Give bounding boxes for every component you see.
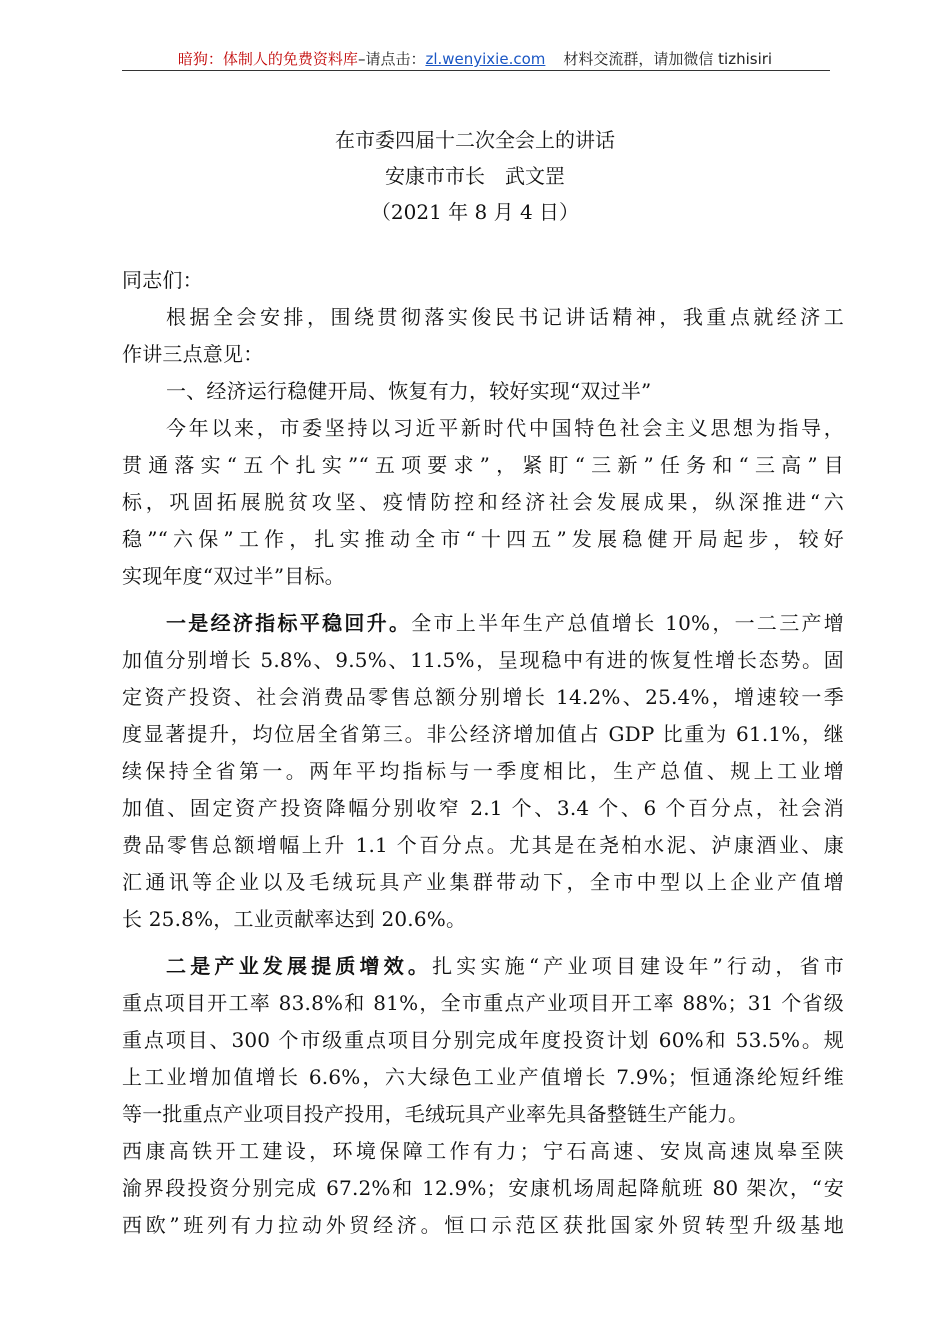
- paragraph-line: 实现年度“双过半”目标。: [122, 564, 345, 588]
- document-title: 在市委四届十二次全会上的讲话: [335, 128, 615, 152]
- paragraph-line: 西欧”班列有力拉动外贸经济。恒口示范区获批国家外贸转型升级基地: [122, 1213, 844, 1237]
- paragraph-line: 续保持全省第一。两年平均指标与一季度相比，生产总值、规上工业增: [122, 759, 844, 783]
- point-two-lead: 二是产业发展提质增效。: [166, 954, 433, 978]
- header-group-note: 材料交流群，请加微信 tizhisiri: [563, 50, 773, 68]
- header-site-name: 暗狗：体制人的免费资料库: [177, 50, 358, 68]
- point-one-text: 全市上半年生产总值增长 10%，一二三产增: [411, 611, 845, 635]
- paragraph-line: 费品零售总额增幅上升 1.1 个百分点。尤其是在尧柏水泥、泸康酒业、康: [122, 833, 844, 857]
- page-header: [0, 48, 950, 70]
- point-two-text: 扎实实施“产业项目建设年”行动，省市: [432, 954, 844, 978]
- paragraph-line: 西康高铁开工建设，环境保障工作有力；宁石高速、安岚高速岚皋至陕: [122, 1139, 844, 1163]
- intro-line: 作讲三点意见：: [122, 342, 264, 366]
- section-heading: 一、经济运行稳健开局、恢复有力，较好实现“双过半”: [166, 379, 652, 403]
- speech-body: [122, 262, 844, 1244]
- speaker-line: 安康市市长 武文罡: [385, 164, 565, 188]
- point-two-first-line: [122, 948, 844, 985]
- paragraph-line: 加值分别增长 5.8%、9.5%、11.5%，呈现稳中有进的恢复性增长态势。固: [122, 648, 844, 672]
- paragraph-line: 标，巩固拓展脱贫攻坚、疫情防控和经济社会发展成果，纵深推进“六: [122, 490, 844, 514]
- paragraph-line: 稳”“六保”工作，扎实推动全市“十四五”发展稳健开局起步，较好: [122, 527, 844, 551]
- date-line: （2021 年 8 月 4 日）: [370, 200, 580, 224]
- point-one-lead: 一是经济指标平稳回升。: [166, 611, 412, 635]
- paragraph-line: 渝界段投资分别完成 67.2%和 12.9%；安康机场周起降航班 80 架次，“安: [122, 1176, 844, 1200]
- paragraph-line: 汇通讯等企业以及毛绒玩具产业集群带动下，全市中型以上企业产值增: [122, 870, 844, 894]
- intro-line: 根据全会安排，围绕贯彻落实俊民书记讲话精神，我重点就经济工: [166, 305, 844, 329]
- paragraph-line: 长 25.8%，工业贡献率达到 20.6%。: [122, 907, 467, 931]
- paragraph-line: 重点项目开工率 83.8%和 81%，全市重点产业项目开工率 88%；31 个省级: [122, 991, 844, 1015]
- paragraph-line: 定资产投资、社会消费品零售总额分别增长 14.2%、25.4%，增速较一季: [122, 685, 844, 709]
- paragraph-line: 加值、固定资产投资降幅分别收窄 2.1 个、3.4 个、6 个百分点，社会消: [122, 796, 844, 820]
- header-prompt: –请点击：: [357, 50, 426, 68]
- paragraph-line: 重点项目、300 个市级重点项目分别完成年度投资计划 60%和 53.5%。规: [122, 1028, 844, 1052]
- header-divider: [122, 70, 830, 71]
- paragraph-line: 贯通落实“五个扎实”“五项要求”，紧盯“三新”任务和“三高”目: [122, 453, 844, 477]
- title-block: [0, 122, 950, 230]
- paragraph-line: 等一批重点产业项目投产投用，毛绒玩具产业率先具备整链生产能力。: [122, 1102, 749, 1126]
- paragraph-line: 上工业增加值增长 6.6%，六大绿色工业产值增长 7.9%；恒通涤纶短纤维: [122, 1065, 844, 1089]
- paragraph-line: 度显著提升，均位居全省第三。非公经济增加值占 GDP 比重为 61.1%，继: [122, 722, 844, 746]
- header-url-link[interactable]: zl.wenyixie.com: [425, 50, 546, 68]
- salutation: 同志们：: [122, 268, 203, 292]
- paragraph-line: 今年以来，市委坚持以习近平新时代中国特色社会主义思想为指导，: [166, 416, 844, 440]
- point-one-first-line: [122, 605, 844, 642]
